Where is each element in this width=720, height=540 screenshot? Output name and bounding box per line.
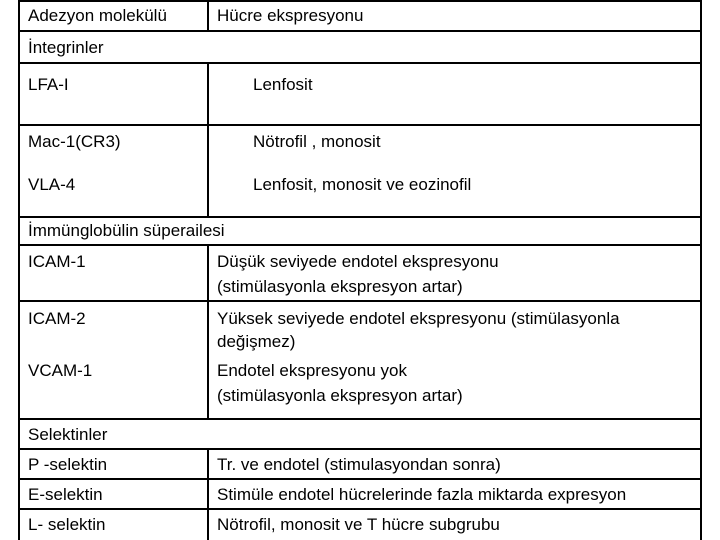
table-row xyxy=(20,246,700,302)
header-molecule: Adezyon molekülü xyxy=(28,6,167,25)
selectin-divider xyxy=(207,450,209,540)
expression-cell: Stimüle endotel hücrelerinde fazla miktarda expresyon xyxy=(217,485,627,504)
expression-cell: Tr. ve endotel (stimulasyondan sonra) xyxy=(217,455,501,474)
molecule-cell: E-selektin xyxy=(28,485,103,504)
table-row xyxy=(20,168,700,218)
expression-line-2: (stimülasyonla ekspresyon artar) xyxy=(217,277,463,296)
table-row xyxy=(20,450,700,480)
immunoglobulin-divider xyxy=(207,246,209,420)
expression-cell: Lenfosit xyxy=(253,75,313,94)
section-row-selectins xyxy=(20,420,700,450)
expression-line-2: değişmez) xyxy=(217,332,296,351)
section-title: İmmünglobülin süperailesi xyxy=(28,221,225,240)
molecule-cell: VLA-4 xyxy=(28,175,76,194)
section-row-integrins xyxy=(20,32,700,64)
expression-cell: Nötrofil, monosit ve T hücre subgrubu xyxy=(217,515,500,534)
expression-line-1: Endotel ekspresyonu yok xyxy=(217,361,407,380)
integrin-divider xyxy=(207,64,209,218)
table-row xyxy=(20,302,700,356)
section-title: Selektinler xyxy=(28,425,108,444)
molecule-cell: ICAM-1 xyxy=(28,252,86,271)
molecule-cell: Mac-1(CR3) xyxy=(28,132,121,151)
table-row xyxy=(20,64,700,126)
adhesion-molecule-table xyxy=(18,0,702,540)
table-row xyxy=(20,480,700,510)
section-title: İntegrinler xyxy=(28,38,104,57)
molecule-cell: ICAM-2 xyxy=(28,309,86,328)
expression-cell: Lenfosit, monosit ve eozinofil xyxy=(253,175,472,194)
table-row xyxy=(20,126,700,168)
molecule-cell: P -selektin xyxy=(28,455,108,474)
molecule-cell: L- selektin xyxy=(28,515,106,534)
expression-line-1: Yüksek seviyede endotel ekspresyonu (stimülasyonla xyxy=(217,309,620,328)
section-row-immunoglobulin xyxy=(20,218,700,246)
header-divider xyxy=(207,0,209,32)
table-row xyxy=(20,510,700,540)
expression-line-2: (stimülasyonla ekspresyon artar) xyxy=(217,386,463,405)
table-header-row xyxy=(20,0,700,32)
molecule-cell: LFA-I xyxy=(28,75,69,94)
header-expression: Hücre ekspresyonu xyxy=(217,6,364,25)
expression-line-1: Düşük seviyede endotel ekspresyonu xyxy=(217,252,499,271)
molecule-cell: VCAM-1 xyxy=(28,361,93,380)
expression-cell: Nötrofil , monosit xyxy=(253,132,381,151)
table-row xyxy=(20,356,700,420)
